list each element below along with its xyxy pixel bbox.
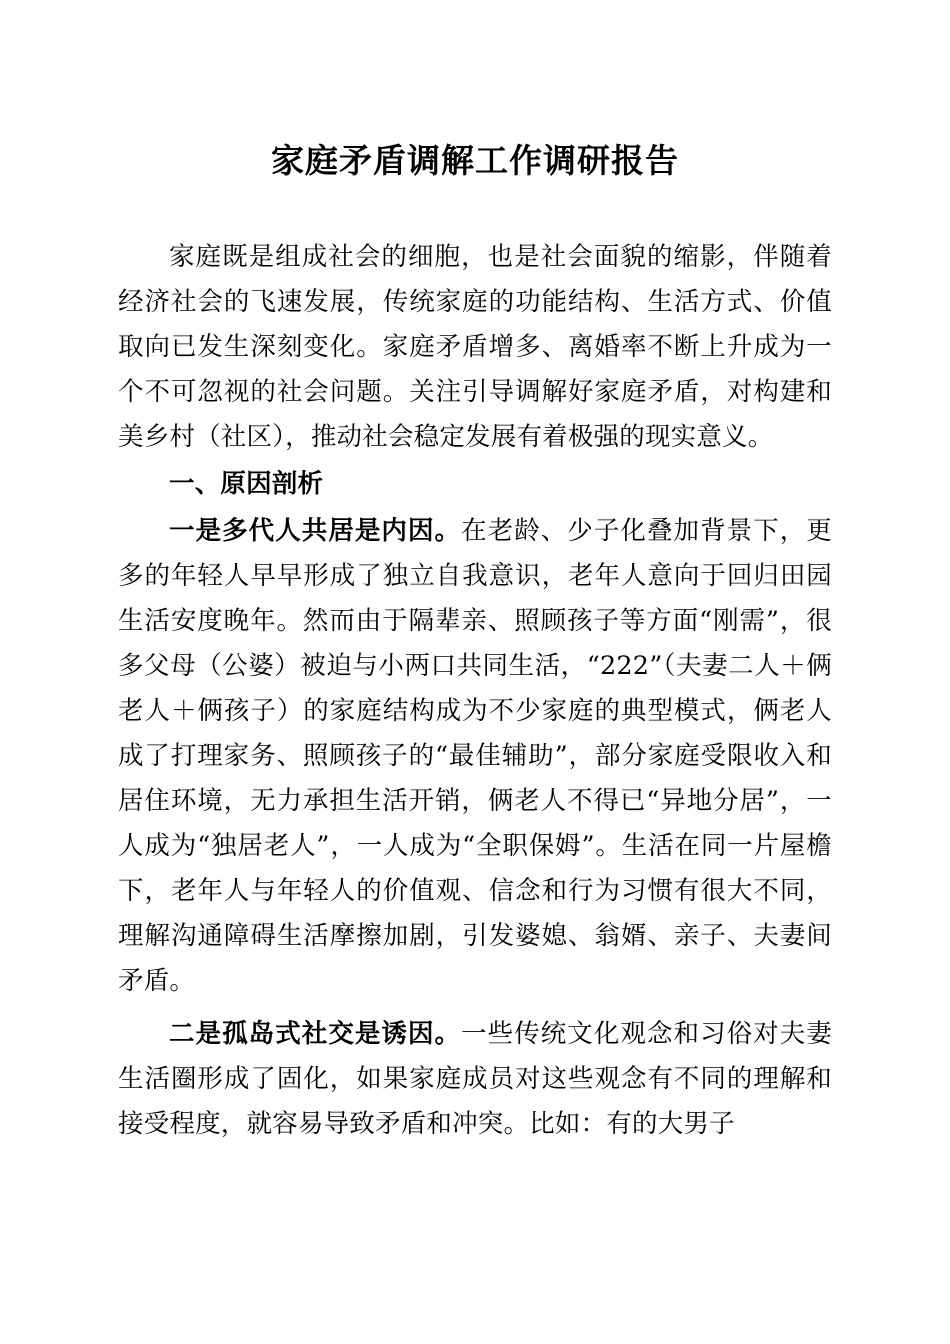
paragraph-point-1 (118, 509, 832, 1004)
page-title: 家庭矛盾调解工作调研报告 (271, 141, 679, 180)
paragraph-text: 一些传统文化观念和习俗对夫妻生活圈形成了固化，如果家庭成员对这些观念有不同的理解和接受程度，就容易导致矛盾和冲突。比如：有的大男子 (118, 1018, 832, 1139)
paragraph-lead: 二是孤岛式社交是诱因。 (169, 1018, 462, 1049)
paragraph-lead: 一是多代人共居是内因。 (169, 515, 462, 546)
section-heading-text: 一、原因剖析 (169, 468, 324, 499)
paragraph-text: 在老龄、少子化叠加背景下，更多的年轻人早早形成了独立自我意识，老年人意向于回归田园生活安度晚年。然而由于隔辈亲、照顾孩子等方面“刚需”，很多父母（公婆）被迫与小两口共同生活，“222”（夫妻二人＋俩老人＋俩孩子）的家庭结构成为不少家庭的典型模式，俩老人成了打理家务、照顾孩子的“最佳辅助”，部分家庭受限收入和居住环境，无力承担生活开销，俩老人不得已“异地分居”，一人成为“独居老人”，一人成为“全职保姆”。生活在同一片屋檐下，老年人与年轻人的价值观、信念和行为习惯有很大不同，理解沟通障碍生活摩擦加剧，引发婆媳、翁婿、亲子、夫妻间矛盾。 (118, 515, 832, 996)
paragraph-point-2 (118, 1012, 832, 1147)
paragraph-intro (118, 235, 832, 460)
paragraph-text: 家庭既是组成社会的细胞，也是社会面貌的缩影，伴随着经济社会的飞速发展，传统家庭的功能结构、生活方式、价值取向已发生深刻变化。家庭矛盾增多、离婚率不断上升成为一个不可忽视的社会问题。关注引导调解好家庭矛盾，对构建和美乡村（社区），推动社会稳定发展有着极强的现实意义。 (118, 241, 832, 452)
section-heading-1 (118, 462, 832, 507)
